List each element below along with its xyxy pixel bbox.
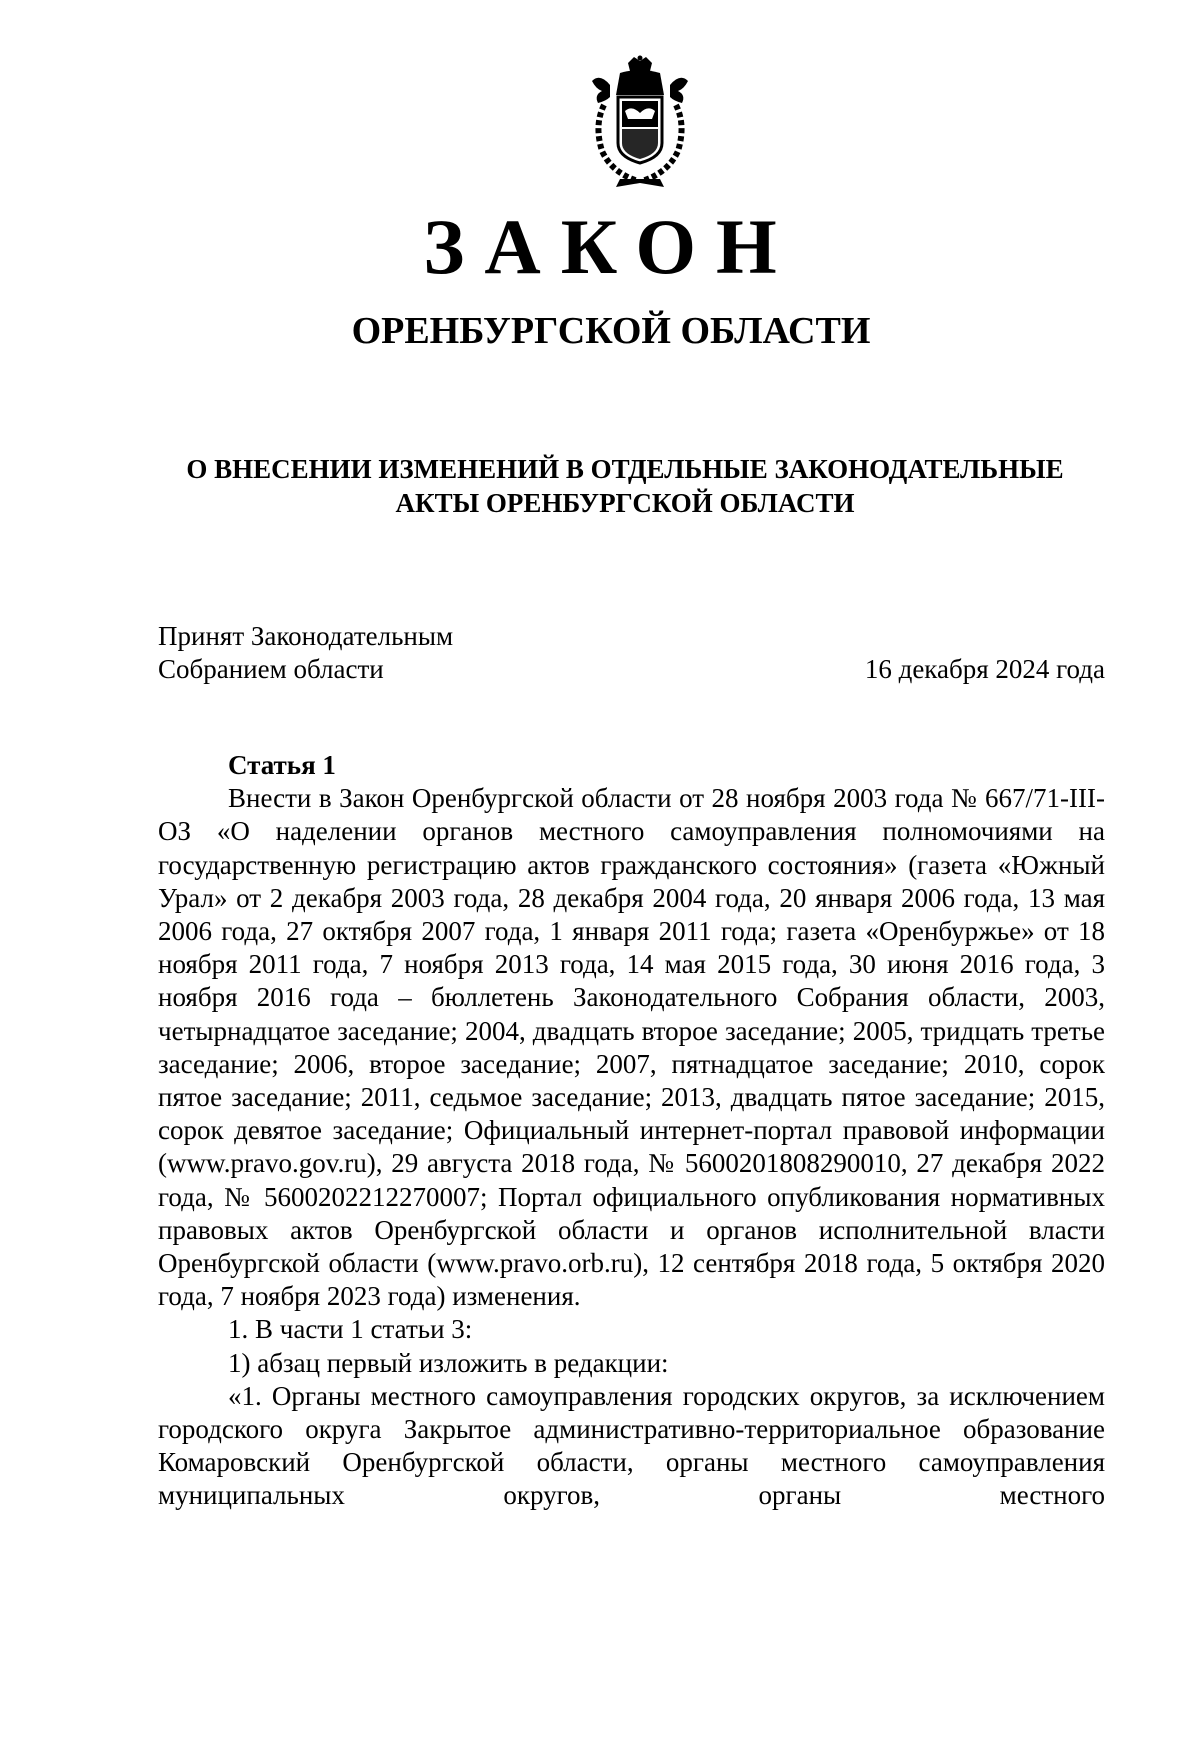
law-name-line-1: О ВНЕСЕНИИ ИЗМЕНЕНИЙ В ОТДЕЛЬНЫЕ ЗАКОНОДАТЕЛЬНЫЕ [186,454,1064,484]
adoption-line-1: Принят Законодательным [158,621,454,651]
subitem-1: 1) абзац первый изложить в редакции: [228,1347,669,1378]
coat-of-arms-icon [580,55,700,190]
article-body [158,749,1105,1513]
adoption-note [158,620,453,686]
item-1: 1. В части 1 статьи 3: [228,1314,473,1345]
document-subtitle: ОРЕНБУРГСКОЙ ОБЛАСТИ [351,310,871,352]
adoption-line-2: Собранием области [158,654,384,684]
document-title: ЗАКОН [423,203,797,290]
adoption-date: 16 декабря 2024 года [864,654,1105,684]
law-name-line-2: АКТЫ ОРЕНБУРГСКОЙ ОБЛАСТИ [395,488,855,518]
quoted-text: «1. Органы местного самоуправления городских округов, за исключением городского округа Закрытое административно-территориальное образование Комаровский Оренбургской области, органы местного самоуправления муниципальных округов, органы местного [158,1380,1105,1511]
article-heading: Статья 1 [228,750,336,780]
law-name [150,452,1100,520]
article-intro-paragraph: Внести в Закон Оренбургской области от 28 ноября 2003 года № 667/71-III-ОЗ «О наделении органов местного самоуправления полномочиями на государственную регистрацию актов гражданского состояния» (газета «Южный Урал» от 2 декабря 2003 года, 28 декабря 2004 года, 20 января 2006 года, 13 мая 2006 года, 27 октября 2007 года, 1 января 2011 года; газета «Оренбуржье» от 18 ноября 2011 года, 7 ноября 2013 года, 14 мая 2015 года, 30 июня 2016 года, 3 ноября 2016 года – бюллетень Законодательного Собрания области, 2003, четырнадцатое заседание; 2004, двадцать второе заседание; 2005, тридцать третье заседание; 2006, второе заседание; 2007, пятнадцатое заседание; 2010, сорок пятое заседание; 2011, седьмое заседание; 2013, двадцать пятое заседание; 2015, сорок девятое заседание; Официальный интернет-портал правовой информации (www.pravo.gov.ru), 29 августа 2018 года, № 5600201808290010, 27 декабря 2022 года, № 5600202212270007; Портал официального опубликования нормативных правовых актов Оренбургской области и органов исполнительной власти Оренбургской области (www.pravo.orb.ru), 12 сентября 2018 года, 5 октября 2020 года, 7 ноября 2023 года) изменения. [158,783,1105,1312]
